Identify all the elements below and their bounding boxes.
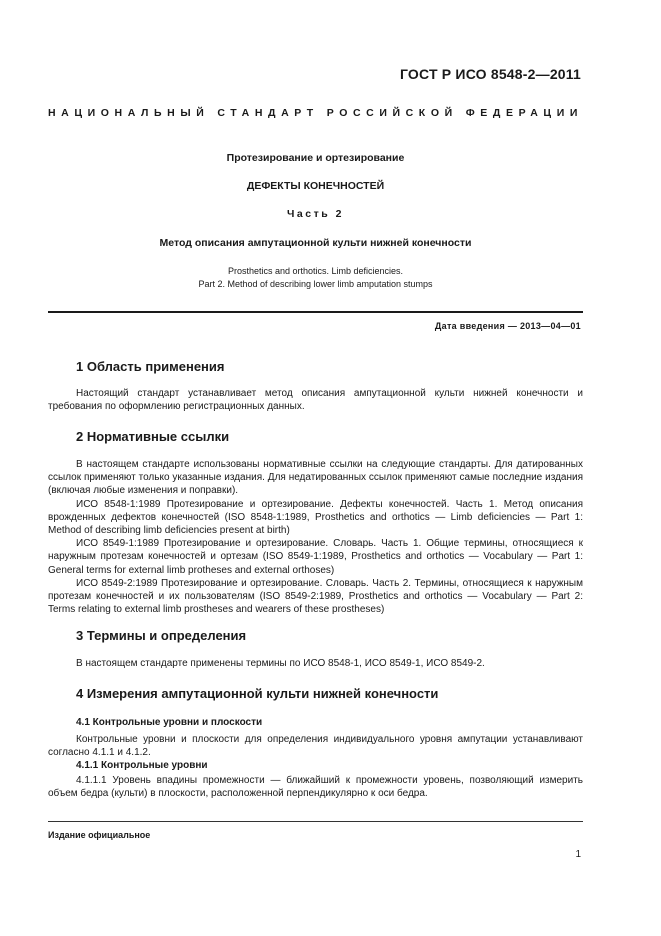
subsection-4-1-body [48,733,583,759]
title-main: ДЕФЕКТЫ КОНЕЧНОСТЕЙ [246,180,385,192]
title-subtitle: Метод описания ампутационной культи нижней конечности [159,237,472,249]
title-english-line2: Part 2. Method of describing lower limb amputation stumps [198,279,433,289]
paragraph: В настоящем стандарте использованы нормативные ссылки на следующие стандарты. Для датированных ссылок применяют только указанные издания. Для недатированных ссылок применяют самые последние издания (включая любые изменения и поправки). [48,459,583,497]
section-4-heading: 4 Измерения ампутационной культи нижней конечности [76,686,439,701]
banner-word: ФЕДЕРАЦИИ [465,107,583,119]
banner-word: НАЦИОНАЛЬНЫЙ [48,107,210,119]
title-divider [48,311,583,313]
subsection-4-1-heading: 4.1 Контрольные уровни и плоскости [76,717,263,728]
section-3-heading: 3 Термины и определения [76,628,247,643]
paragraph: Контрольные уровни и плоскости для определения индивидуального уровня ампутации устанавливают согласно 4.1.1 и 4.1.2. [48,734,583,759]
document-code: ГОСТ Р ИСО 8548-2—2011 [399,66,581,82]
title-english-line1: Prosthetics and orthotics. Limb deficiencies. [227,266,404,276]
national-standard-banner [48,107,583,119]
section-1-heading: 1 Область применения [76,359,225,374]
section-2-body [48,458,583,616]
reference-iso-8549-2: ИСО 8549-2:1989 Протезирование и ортезирование. Словарь. Часть 2. Термины, относящиеся к наружным протезам конечностей и их пользователям (ISO 8549-2:1989, Prosthetics and orthotics — Vocabulary — Part 2: Terms relating to external limb prostheses and wearers of these prostheses) [48,577,583,616]
section-2-heading: 2 Нормативные ссылки [76,429,230,444]
paragraph: 4.1.1.1 Уровень впадины промежности — ближайший к промежности уровень, позволяющий измерить объем бедра (культи) в плоскости, расположенной перпендикулярно к оси бедра. [48,775,583,800]
section-1-body [48,387,583,413]
reference-iso-8548-1: ИСО 8548-1:1989 Протезирование и ортезирование. Дефекты конечностей. Часть 1. Метод описания врожденных дефектов конечностей (ISO 8548-1:1989, Prosthetics and orthotics — Limb deficiencies — Part 1: Method of describing limb deficiencies present at birth) [48,498,583,537]
section-3-body [48,657,583,670]
paragraph: В настоящем стандарте применены термины по ИСО 8548-1, ИСО 8549-1, ИСО 8549-2. [76,658,485,669]
reference-iso-8549-1: ИСО 8549-1:1989 Протезирование и ортезирование. Словарь. Часть 1. Общие термины, относящиеся к наружным протезам конечностей и ортезам (ISO 8549-1:1989, Prosthetics and orthotics — Vocabulary — Part 1: General terms for external limb protheses and external orthoses) [48,538,583,576]
official-edition-note: Издание официальное [48,830,151,840]
banner-word: РОССИЙСКОЙ [326,107,458,119]
introduction-date: Дата введения — 2013—04—01 [434,321,581,331]
title-section: Протезирование и ортезирование [226,152,405,164]
title-part: Часть 2 [287,208,344,220]
subsection-4-1-1-heading: 4.1.1 Контрольные уровни [76,760,208,771]
page-number: 1 [575,849,581,860]
paragraph: Настоящий стандарт устанавливает метод описания ампутационной культи нижней конечности и требования по оформлению регистрационных данных. [48,388,583,413]
banner-word: СТАНДАРТ [217,107,319,119]
footer-divider [48,821,583,822]
subsection-4-1-1-1-body [48,774,583,800]
